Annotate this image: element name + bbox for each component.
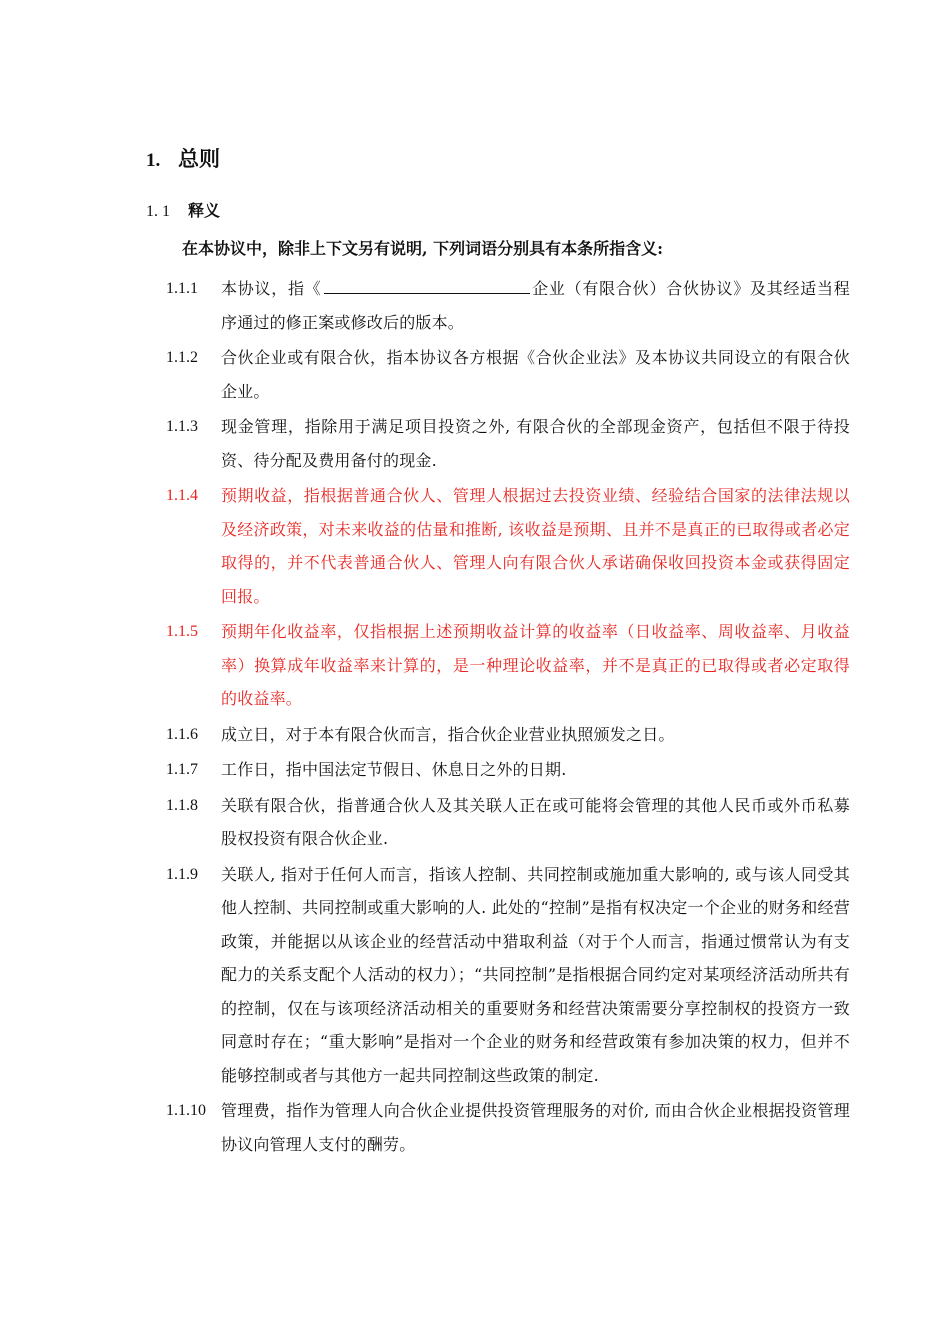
definitions-intro: 在本协议中，除非上下文另有说明, 下列词语分别具有本条所指含义: (182, 239, 664, 258)
clause-1-1-8 (166, 789, 850, 856)
clause-text: 现金管理，指除用于满足项目投资之外, 有限合伙的全部现金资产，包括但不限于待投资、待分配及费用备付的现金. (221, 417, 850, 470)
section-title: 总则 (178, 147, 220, 171)
clause-1-1-9 (166, 858, 850, 1093)
clause-1-1-5 (166, 615, 850, 716)
clause-number: 1.1.7 (166, 761, 198, 778)
clause-number: 1.1.10 (166, 1102, 206, 1119)
subsection-title: 释义 (188, 201, 221, 220)
clause-1-1-7 (166, 753, 850, 787)
clause-1-1-2 (166, 341, 850, 408)
clause-number: 1.1.4 (166, 487, 198, 504)
subsection-number: 1. 1 (146, 203, 170, 220)
clause-1-1-1 (166, 272, 850, 339)
clause-text: 合伙企业或有限合伙，指本协议各方根据《合伙企业法》及本协议共同设立的有限合伙企业。 (221, 348, 850, 401)
clause-1-1-6 (166, 718, 850, 752)
clause-number: 1.1.6 (166, 725, 198, 743)
blank-fill-line[interactable] (324, 275, 530, 294)
clause-text: 预期收益，指根据普通合伙人、管理人根据过去投资业绩、经验结合国家的法律法规以及经济政策，对未来收益的估量和推断, 该收益是预期、且并不是真正的已取得或者必定取得的，并不代表普通合伙人、管理人向有限合伙人承诺确保收回投资本金或获得固定回报。 (221, 486, 850, 606)
clause-number: 1.1.8 (166, 796, 198, 814)
clause-number: 1.1.2 (166, 349, 198, 366)
subsection-heading (146, 198, 220, 221)
clause-text-after: 企业（有限合伙）合伙协议》及其经适当程序通过的修正案或修改后的版本。 (221, 279, 850, 332)
clause-text: 工作日，指中国法定节假日、休息日之外的日期. (221, 760, 567, 779)
clause-1-1-10 (166, 1094, 850, 1161)
clause-text: 关联人, 指对于任何人而言，指该人控制、共同控制或施加重大影响的, 或与该人同受其他人控制、共同控制或重大影响的人. 此处的“控制”是指有权决定一个企业的财务和经营政策，并能据以从该企业的经营活动中猎取利益（对于个人而言，指通过惯常认为有支配力的关系支配个人活动的权力）；“共同控制”是指根据合同约定对某项经济活动所共有的控制，仅在与该项经济活动相关的重要财务和经营决策需要分享控制权的投资方一致同意时存在；“重大影响”是指对一个企业的财务和经营政策有参加决策的权力，但并不能够控制或者与其他方一起共同控制这些政策的制定. (221, 864, 850, 1085)
clause-text: 成立日，对于本有限合伙而言，指合伙企业营业执照颁发之日。 (221, 724, 675, 744)
definitions-list (166, 272, 850, 1163)
clause-number: 1.1.3 (166, 418, 198, 435)
clause-text: 管理费，指作为管理人向合伙企业提供投资管理服务的对价, 而由合伙企业根据投资管理协议向管理人支付的酬劳。 (221, 1101, 850, 1154)
clause-text (221, 272, 850, 339)
section-heading (146, 143, 220, 173)
clause-text-before: 本协议，指《 (221, 279, 322, 298)
clause-number: 1.1.9 (166, 865, 198, 883)
section-number: 1. (146, 150, 161, 171)
clause-number: 1.1.5 (166, 623, 198, 640)
clause-1-1-4 (166, 479, 850, 613)
clause-number: 1.1.1 (166, 280, 198, 297)
clause-text: 关联有限合伙，指普通合伙人及其关联人正在或可能将会管理的其他人民币或外币私募股权投资有限合伙企业. (221, 795, 850, 848)
clause-text: 预期年化收益率，仅指根据上述预期收益计算的收益率（日收益率、周收益率、月收益率）换算成年收益率来计算的，是一种理论收益率，并不是真正的已取得或者必定取得的收益率。 (221, 622, 850, 708)
clause-1-1-3 (166, 410, 850, 477)
